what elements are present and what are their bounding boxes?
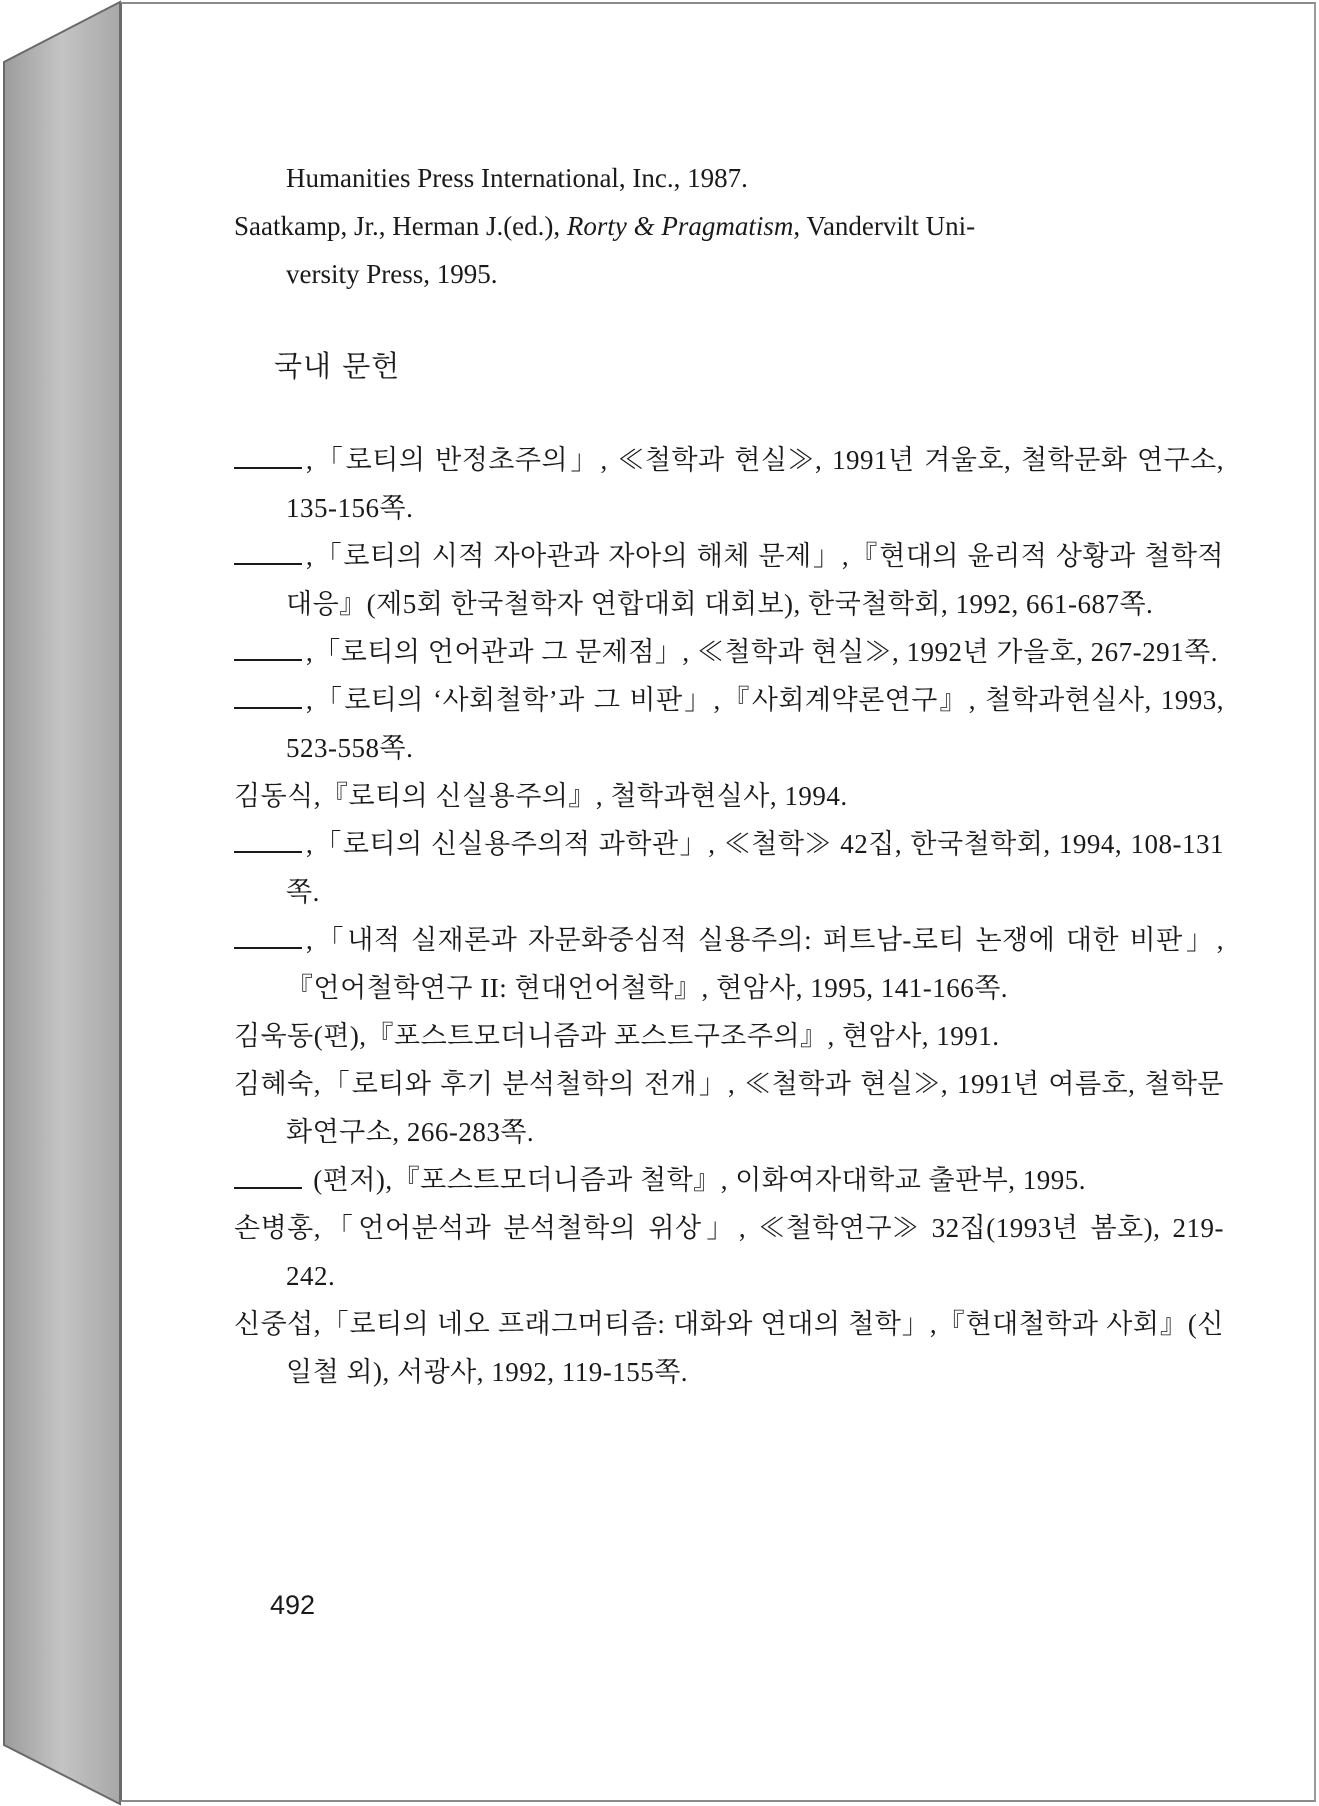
reference-text: ,「내적 실재론과 자문화중심적 실용주의: 퍼트남-로티 논쟁에 대한 비판」,『언어철학연구 II: 현대언어철학』, 현암사, 1995, 141-166쪽.	[286, 925, 1224, 1003]
ditto-blank-line	[234, 687, 302, 709]
reference-text: ,「로티의 언어관과 그 문제점」, ≪철학과 현실≫, 1992년 가을호, 267-291쪽.	[306, 637, 1218, 667]
bibliography	[234, 154, 1224, 1396]
section-heading: 국내 문헌	[274, 349, 401, 383]
reference-entry	[234, 1156, 1224, 1204]
reference-text: ,「로티의 시적 자아관과 자아의 해체 문제」,『현대의 윤리적 상황과 철학적 대응』(제5회 한국철학자 연합대회 대회보), 한국철학회, 1992, 661-687쪽.	[286, 541, 1224, 619]
reference-continuation: versity Press, 1995.	[286, 259, 498, 289]
reference-continuation: Humanities Press International, Inc., 1987.	[286, 163, 748, 193]
ditto-blank-line	[234, 1167, 302, 1189]
page-number: 492	[270, 1590, 316, 1620]
reference-entry: Saatkamp, Jr., Herman J.(ed.), Rorty & Pragmatism, Vandervilt Uni-	[234, 211, 976, 241]
ditto-blank-line	[234, 639, 302, 661]
reference-entry	[234, 1300, 1224, 1396]
reference-entry	[234, 916, 1224, 1012]
reference-text: ,「로티의 반정초주의」, ≪철학과 현실≫, 1991년 겨울호, 철학문화 연구소, 135-156쪽.	[286, 445, 1224, 523]
reference-entry	[234, 772, 1224, 820]
reference-entry	[234, 676, 1224, 772]
ditto-blank-line	[234, 831, 302, 853]
reference-entry	[234, 1204, 1224, 1300]
reference-text: ,「로티의 ‘사회철학’과 그 비판」,『사회계약론연구』, 철학과현실사, 1993, 523-558쪽.	[286, 685, 1224, 763]
reference-entry	[234, 436, 1224, 532]
reference-text: ,「로티의 신실용주의적 과학관」, ≪철학≫ 42집, 한국철학회, 1994, 108-131쪽.	[286, 829, 1224, 907]
reference-text: (편저),『포스트모더니즘과 철학』, 이화여자대학교 출판부, 1995.	[306, 1165, 1087, 1195]
book-spine	[0, 0, 122, 1806]
book-title: Rorty & Pragmatism	[566, 211, 794, 241]
ditto-blank-line	[234, 447, 302, 469]
reference-text: 김욱동(편),『포스트모더니즘과 포스트구조주의』, 현암사, 1991.	[234, 1021, 1000, 1051]
reference-text: 김혜숙,「로티와 후기 분석철학의 전개」, ≪철학과 현실≫, 1991년 여름호, 철학문화연구소, 266-283쪽.	[234, 1069, 1224, 1147]
reference-entry	[234, 1012, 1224, 1060]
book-page	[120, 2, 1316, 1802]
reference-text: 김동식,『로티의 신실용주의』, 철학과현실사, 1994.	[234, 781, 848, 811]
reference-entry	[234, 820, 1224, 916]
ditto-blank-line	[234, 543, 302, 565]
korean-references	[234, 436, 1224, 1396]
ditto-blank-line	[234, 927, 302, 949]
reference-text: 손병홍,「언어분석과 분석철학의 위상」, ≪철학연구≫ 32집(1993년 봄호), 219-242.	[234, 1213, 1224, 1291]
reference-entry	[234, 628, 1224, 676]
reference-entry	[234, 532, 1224, 628]
reference-entry	[234, 1060, 1224, 1156]
reference-text: 신중섭,「로티의 네오 프래그머티즘: 대화와 연대의 철학」,『현대철학과 사회』(신일철 외), 서광사, 1992, 119-155쪽.	[234, 1309, 1224, 1387]
